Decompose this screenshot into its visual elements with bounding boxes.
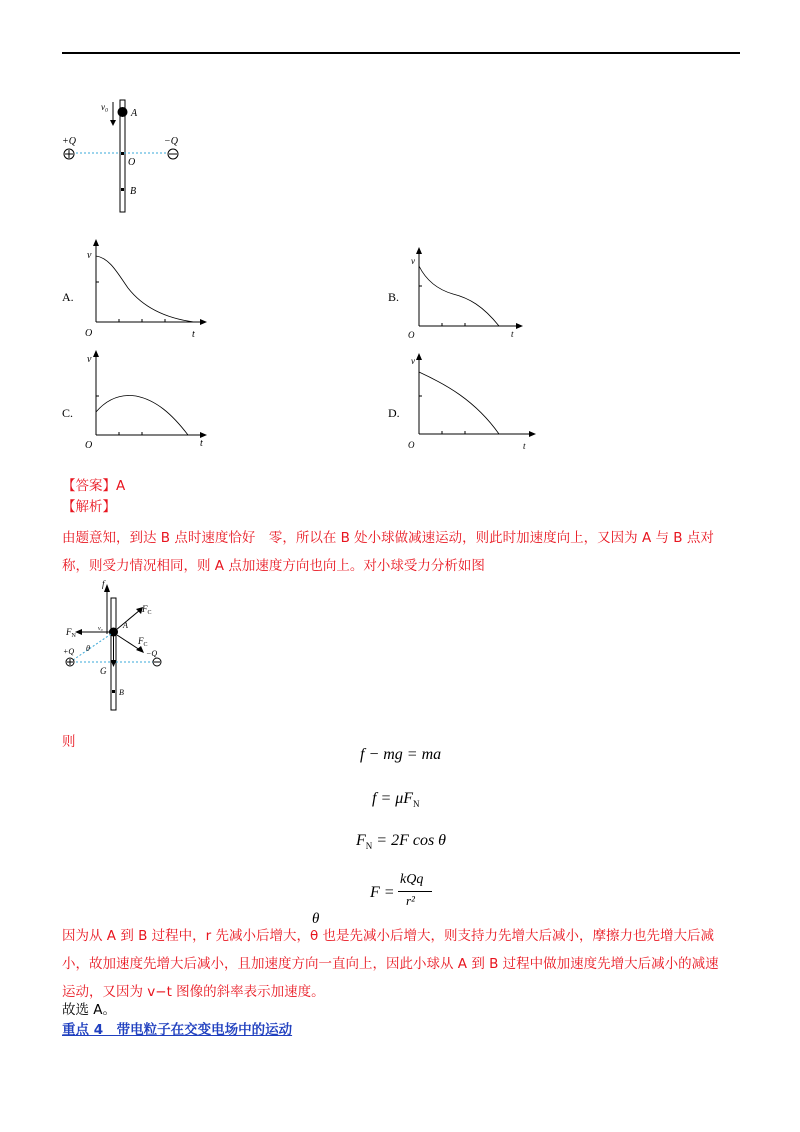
fc-top-label: $F_C$ [142, 604, 152, 616]
fig2-a-label: A [123, 621, 128, 630]
section-heading[interactable]: 重点 4 带电粒子在交变电场中的运动 [62, 1022, 293, 1038]
gravity-label: G [100, 666, 107, 676]
equation-3: $F_N = 2F$ cos θ [356, 832, 447, 852]
answer-value: A [116, 478, 126, 494]
point-o-label: O [128, 157, 136, 168]
answer-tag: 【答案】 [62, 478, 116, 494]
fig2-b-label: B [119, 688, 124, 697]
point-b-label: B [130, 186, 137, 197]
option-d-v-axis: v [411, 356, 415, 366]
minus-q-label: −Q [164, 136, 178, 147]
friction-label: f [102, 579, 105, 589]
option-b-graph [405, 246, 535, 341]
fig2-plus-q: +Q [63, 647, 75, 656]
option-b-origin: O [408, 330, 415, 340]
fc-bottom-label: $F_C$ [138, 636, 148, 648]
option-c-t-axis: t [200, 438, 203, 449]
fig2-v0-label: v₀ [98, 626, 103, 632]
analysis-p1-line1: 由题意知，到达 B 点时速度恰好 零，所以在 B 处小球做减速运动，则此时加速度向上，又因为 A 与 B 点对 [62, 530, 714, 546]
v0-label: v₀ [101, 102, 109, 112]
analysis-p2-line1: 因为从 A 到 B 过程中，r 先减小后增大，θ 也是先减小后增大，则支持力先增大后减小，摩擦力也先增大后减 [62, 928, 715, 944]
analysis-paragraph-1 [62, 524, 752, 580]
analysis-p1-line2: 称，则受力情况相同，则 A 点加速度方向也向上。对小球受力分析如图 [62, 558, 485, 574]
equation-2: $f = \mu F_N$ [372, 790, 420, 810]
option-c-label: C. [62, 406, 74, 420]
option-a-v-axis: v [87, 250, 92, 261]
theta-label: θ [86, 644, 90, 653]
analysis-p2-line3: 运动，又因为 v−t 图像的斜率表示加速度。 [62, 984, 325, 1000]
option-b-label: B. [388, 290, 400, 304]
option-c-graph [82, 346, 212, 456]
theta-symbol: θ [312, 911, 320, 927]
option-a-label: A. [62, 290, 74, 304]
analysis-p2-line2: 小，故加速度先增大后减小，且加速度方向一直向上，因此小球从 A 到 B 过程中做加速度先增大后减小的减速 [62, 956, 719, 972]
option-a-graph [82, 236, 212, 341]
fig2-minus-q: −Q [146, 649, 158, 658]
option-b-v-axis: v [411, 256, 415, 266]
final-choice: 故选 A。 [62, 1002, 117, 1018]
option-d-origin: O [408, 440, 415, 450]
header-rule [62, 52, 740, 54]
force-analysis-figure [60, 578, 180, 713]
option-c-origin: O [85, 440, 93, 451]
rod-charge-figure [60, 92, 190, 217]
answer-line [62, 474, 125, 494]
option-d-label: D. [388, 406, 400, 420]
option-d-graph [405, 350, 540, 455]
option-a-t-axis: t [192, 329, 195, 340]
option-b-t-axis: t [511, 329, 514, 339]
plus-q-label: +Q [62, 136, 76, 147]
fn-label: $F_N$ [66, 627, 76, 639]
option-d-t-axis: t [523, 441, 526, 451]
point-a-label: A [131, 108, 138, 119]
option-a-origin: O [85, 328, 93, 339]
equation-1: f − mg = ma [360, 746, 442, 763]
option-c-v-axis: v [87, 354, 92, 365]
analysis-tag: 【解析】 [62, 499, 116, 515]
analysis-paragraph-2 [62, 922, 752, 1006]
then-label: 则 [62, 734, 76, 750]
